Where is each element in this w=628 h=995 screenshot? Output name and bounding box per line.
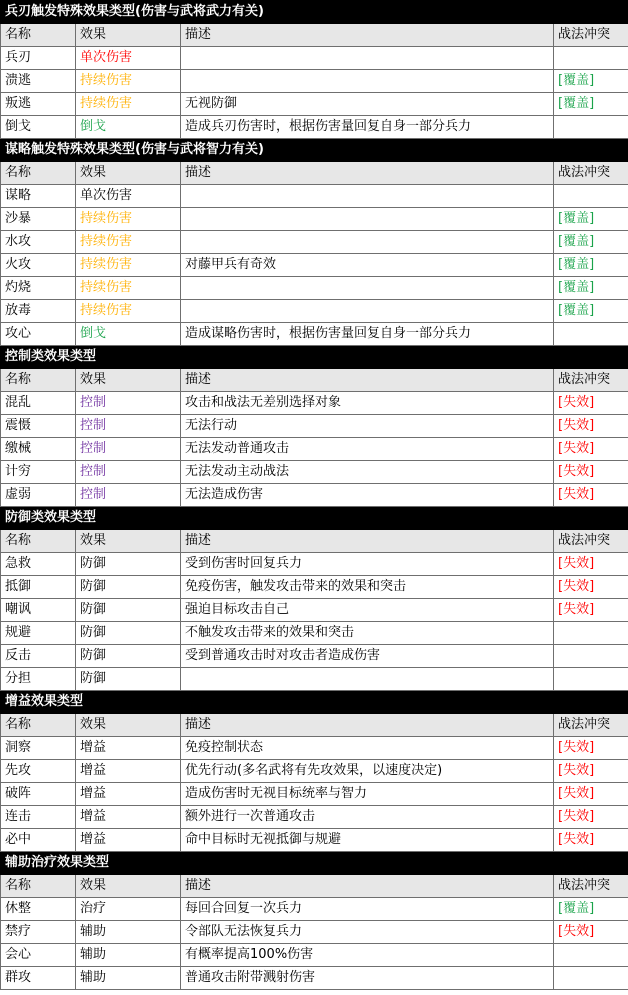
table-row [1,645,628,668]
column-header-row [1,162,628,185]
effect-type-cell: 持续伤害 [76,208,181,231]
desc-header: 描述 [181,162,554,185]
column-header-row [1,875,628,898]
effect-name-cell: 抵御 [1,576,76,599]
table-row [1,438,628,461]
effect-type-cell: 控制 [76,484,181,507]
conflict-cell: [失效] [554,461,628,484]
effect-name-cell: 虚弱 [1,484,76,507]
desc-header: 描述 [181,875,554,898]
section-title-row [1,852,628,875]
description-cell [181,277,554,300]
effect-header: 效果 [76,24,181,47]
column-header-row [1,24,628,47]
desc-header: 描述 [181,24,554,47]
section-title-row [1,346,628,369]
effect-name-cell: 急救 [1,553,76,576]
conflict-cell [554,116,628,139]
table-row [1,806,628,829]
effect-type-cell: 防御 [76,553,181,576]
description-cell: 无视防御 [181,93,554,116]
description-cell: 有概率提高100%伤害 [181,944,554,967]
effect-type-cell: 控制 [76,438,181,461]
table-row [1,392,628,415]
conflict-cell: [失效] [554,576,628,599]
effect-name-cell: 必中 [1,829,76,852]
conflict-cell: [覆盖] [554,898,628,921]
effect-name-cell: 火攻 [1,254,76,277]
table-body [1,1,628,990]
table-row [1,599,628,622]
description-cell: 对藤甲兵有奇效 [181,254,554,277]
table-row [1,898,628,921]
effect-type-cell: 治疗 [76,898,181,921]
description-cell: 造成谋略伤害时，根据伤害量回复自身一部分兵力 [181,323,554,346]
effect-type-cell: 持续伤害 [76,300,181,323]
description-cell: 免疫控制状态 [181,737,554,760]
effect-name-cell: 溃逃 [1,70,76,93]
table-row [1,47,628,70]
conflict-cell [554,185,628,208]
effect-name-cell: 水攻 [1,231,76,254]
description-cell: 每回合回复一次兵力 [181,898,554,921]
effect-type-cell: 持续伤害 [76,70,181,93]
description-cell: 攻击和战法无差别选择对象 [181,392,554,415]
section-title-row [1,1,628,24]
table-row [1,93,628,116]
conflict-cell: [覆盖] [554,277,628,300]
table-row [1,277,628,300]
effect-name-cell: 会心 [1,944,76,967]
conflict-cell: [失效] [554,599,628,622]
effect-name-cell: 分担 [1,668,76,691]
section-title: 防御类效果类型 [1,507,628,530]
conflict-cell [554,944,628,967]
description-cell [181,47,554,70]
description-cell: 无法造成伤害 [181,484,554,507]
effect-name-cell: 震慑 [1,415,76,438]
table-row [1,461,628,484]
effect-name-cell: 灼烧 [1,277,76,300]
effect-name-cell: 缴械 [1,438,76,461]
table-row [1,783,628,806]
description-cell [181,668,554,691]
table-row [1,70,628,93]
effect-header: 效果 [76,714,181,737]
conflict-cell: [失效] [554,553,628,576]
effect-type-cell: 持续伤害 [76,277,181,300]
name-header: 名称 [1,24,76,47]
table-row [1,967,628,990]
description-cell: 令部队无法恢复兵力 [181,921,554,944]
conflict-cell [554,47,628,70]
effect-type-cell: 防御 [76,668,181,691]
table-row [1,553,628,576]
effect-type-cell: 控制 [76,392,181,415]
effect-name-cell: 攻心 [1,323,76,346]
effect-type-cell: 持续伤害 [76,93,181,116]
description-cell: 造成兵刃伤害时，根据伤害量回复自身一部分兵力 [181,116,554,139]
section-title-row [1,139,628,162]
effect-type-cell: 倒戈 [76,323,181,346]
description-cell: 受到伤害时回复兵力 [181,553,554,576]
effect-name-cell: 沙暴 [1,208,76,231]
effect-name-cell: 放毒 [1,300,76,323]
column-header-row [1,369,628,392]
table-row [1,208,628,231]
description-cell: 优先行动(多名武将有先攻效果，以速度决定) [181,760,554,783]
effect-name-cell: 谋略 [1,185,76,208]
conflict-cell: [覆盖] [554,254,628,277]
description-cell: 无法发动主动战法 [181,461,554,484]
effect-type-cell: 持续伤害 [76,254,181,277]
effect-name-cell: 破阵 [1,783,76,806]
effect-name-cell: 连击 [1,806,76,829]
table-row [1,185,628,208]
effect-type-cell: 单次伤害 [76,185,181,208]
table-row [1,576,628,599]
name-header: 名称 [1,714,76,737]
effect-header: 效果 [76,875,181,898]
conflict-cell: [失效] [554,484,628,507]
effect-type-cell: 辅助 [76,967,181,990]
conflict-cell [554,668,628,691]
name-header: 名称 [1,369,76,392]
table-row [1,231,628,254]
column-header-row [1,714,628,737]
effect-type-cell: 防御 [76,599,181,622]
conflict-cell: [覆盖] [554,300,628,323]
table-row [1,300,628,323]
description-cell: 额外进行一次普通攻击 [181,806,554,829]
effect-type-cell: 控制 [76,415,181,438]
conflict-cell: [失效] [554,829,628,852]
description-cell: 不触发攻击带来的效果和突击 [181,622,554,645]
conflict-cell: [覆盖] [554,208,628,231]
table-row [1,944,628,967]
conflict-header: 战法冲突 [554,530,628,553]
effect-name-cell: 休整 [1,898,76,921]
description-cell: 普通攻击附带溅射伤害 [181,967,554,990]
name-header: 名称 [1,530,76,553]
effect-type-cell: 防御 [76,622,181,645]
table-row [1,737,628,760]
effect-name-cell: 反击 [1,645,76,668]
effect-name-cell: 混乱 [1,392,76,415]
conflict-cell: [覆盖] [554,93,628,116]
table-row [1,323,628,346]
effect-type-cell: 增益 [76,783,181,806]
conflict-header: 战法冲突 [554,369,628,392]
section-title: 辅助治疗效果类型 [1,852,628,875]
effect-name-cell: 兵刃 [1,47,76,70]
name-header: 名称 [1,162,76,185]
effect-header: 效果 [76,530,181,553]
conflict-header: 战法冲突 [554,24,628,47]
table-row [1,484,628,507]
desc-header: 描述 [181,530,554,553]
conflict-cell: [失效] [554,760,628,783]
effect-type-cell: 单次伤害 [76,47,181,70]
effect-type-cell: 增益 [76,806,181,829]
description-cell: 造成伤害时无视目标统率与智力 [181,783,554,806]
description-cell: 命中目标时无视抵御与规避 [181,829,554,852]
description-cell [181,300,554,323]
conflict-header: 战法冲突 [554,162,628,185]
effect-name-cell: 洞察 [1,737,76,760]
conflict-cell: [失效] [554,438,628,461]
table-row [1,415,628,438]
conflict-cell [554,967,628,990]
table-row [1,921,628,944]
section-title: 谋略触发特殊效果类型(伤害与武将智力有关) [1,139,628,162]
column-header-row [1,530,628,553]
section-title-row [1,691,628,714]
table-row [1,829,628,852]
description-cell [181,185,554,208]
description-cell: 受到普通攻击时对攻击者造成伤害 [181,645,554,668]
conflict-cell [554,622,628,645]
description-cell [181,208,554,231]
effect-name-cell: 嘲讽 [1,599,76,622]
section-title: 控制类效果类型 [1,346,628,369]
conflict-cell: [覆盖] [554,70,628,93]
effect-type-cell: 辅助 [76,944,181,967]
conflict-cell: [失效] [554,806,628,829]
description-cell [181,231,554,254]
description-cell: 无法行动 [181,415,554,438]
conflict-cell: [失效] [554,415,628,438]
effect-type-cell: 增益 [76,737,181,760]
section-title: 增益效果类型 [1,691,628,714]
conflict-cell [554,645,628,668]
conflict-cell: [失效] [554,737,628,760]
effect-name-cell: 禁疗 [1,921,76,944]
effect-header: 效果 [76,162,181,185]
conflict-cell: [失效] [554,783,628,806]
effect-type-cell: 增益 [76,760,181,783]
effect-name-cell: 倒戈 [1,116,76,139]
conflict-cell: [失效] [554,392,628,415]
section-title-row [1,507,628,530]
conflict-header: 战法冲突 [554,714,628,737]
table-row [1,116,628,139]
desc-header: 描述 [181,714,554,737]
section-title: 兵刃触发特殊效果类型(伤害与武将武力有关) [1,1,628,24]
conflict-cell [554,323,628,346]
description-cell [181,70,554,93]
effect-type-cell: 辅助 [76,921,181,944]
effect-type-cell: 控制 [76,461,181,484]
effect-name-cell: 群攻 [1,967,76,990]
table-row [1,622,628,645]
effect-type-cell: 增益 [76,829,181,852]
conflict-header: 战法冲突 [554,875,628,898]
effect-type-cell: 倒戈 [76,116,181,139]
effect-name-cell: 叛逃 [1,93,76,116]
description-cell: 无法发动普通攻击 [181,438,554,461]
table-row [1,668,628,691]
table-row [1,760,628,783]
effect-header: 效果 [76,369,181,392]
effect-type-cell: 持续伤害 [76,231,181,254]
description-cell: 免疫伤害，触发攻击带来的效果和突击 [181,576,554,599]
table-row [1,254,628,277]
conflict-cell: [覆盖] [554,231,628,254]
name-header: 名称 [1,875,76,898]
effect-type-cell: 防御 [76,576,181,599]
effect-type-cell: 防御 [76,645,181,668]
effect-name-cell: 规避 [1,622,76,645]
desc-header: 描述 [181,369,554,392]
conflict-cell: [失效] [554,921,628,944]
description-cell: 强迫目标攻击自己 [181,599,554,622]
effect-name-cell: 先攻 [1,760,76,783]
effect-name-cell: 计穷 [1,461,76,484]
